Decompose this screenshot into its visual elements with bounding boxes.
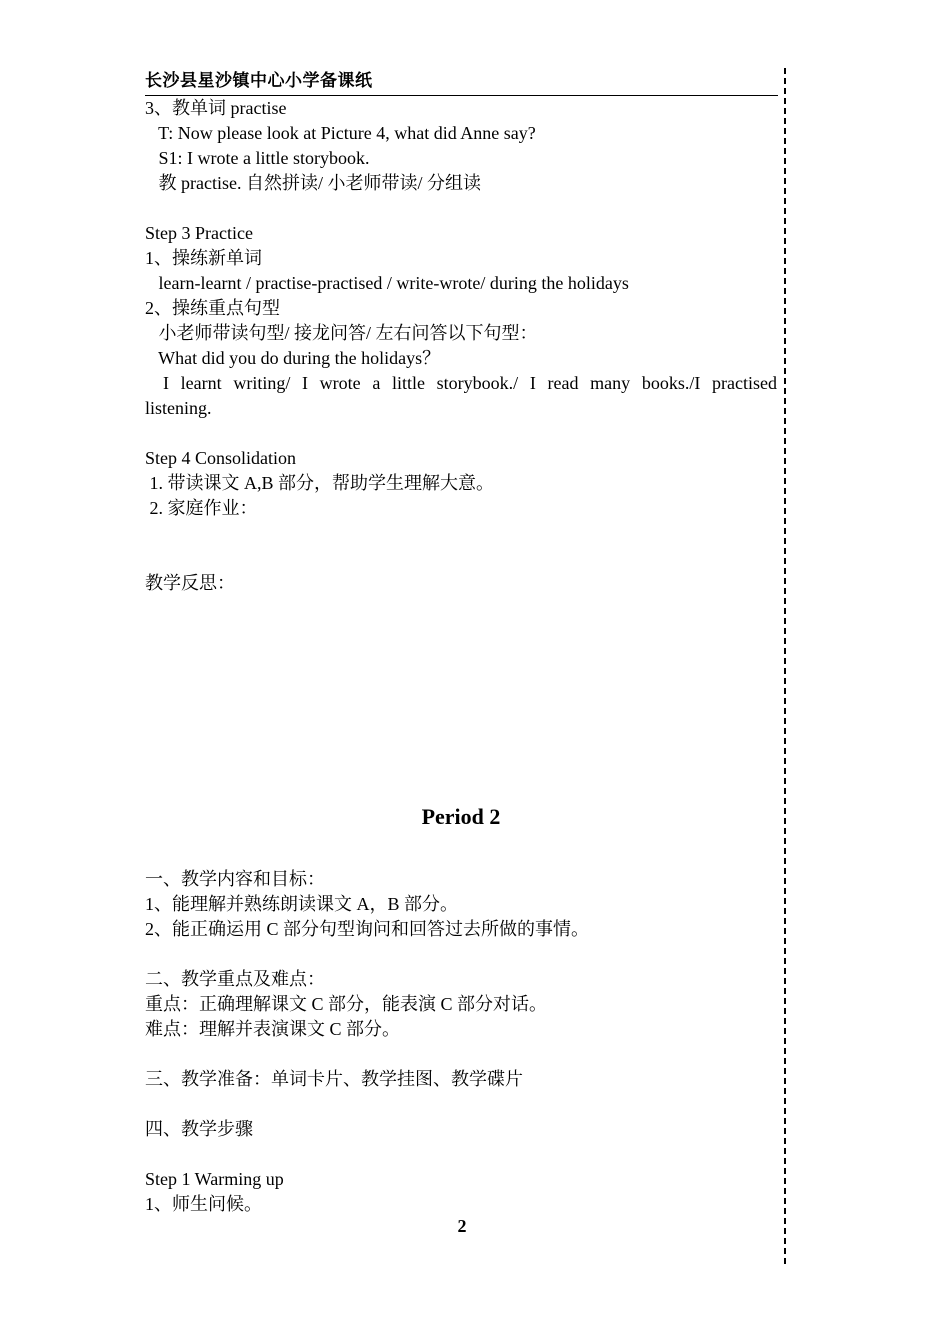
- period-title: Period 2: [421, 804, 501, 829]
- blank-line: [145, 1092, 777, 1117]
- section-heading: 三、教学准备：单词卡片、教学挂图、教学碟片: [145, 1069, 523, 1089]
- blank-line: [145, 1042, 777, 1067]
- text-line: 2. 家庭作业：: [145, 498, 258, 518]
- blank-line: [145, 521, 777, 546]
- text-line: 重点：正确理解课文 C 部分，能表演 C 部分对话。: [145, 994, 548, 1014]
- section-heading: 一、教学内容和目标：: [145, 869, 325, 889]
- text-line: T: Now please look at Picture 4, what did Anne say?: [145, 123, 536, 143]
- text-line: 2、能正确运用 C 部分句型询问和回答过去所做的事情。: [145, 919, 590, 939]
- section-heading: 二、教学重点及难点：: [145, 969, 325, 989]
- text-line: 1、操练新单词: [145, 248, 262, 268]
- section-heading: 四、教学步骤: [145, 1119, 253, 1139]
- step-heading: Step 3 Practice: [145, 223, 253, 243]
- blank-line: [145, 196, 777, 221]
- text-line: 1、能理解并熟练朗读课文 A，B 部分。: [145, 894, 459, 914]
- blank-line: [145, 1142, 777, 1167]
- blank-line: [145, 421, 777, 446]
- reflection-label: 教学反思：: [145, 573, 235, 593]
- text-line: 3、教单词 practise: [145, 98, 287, 118]
- blank-line: [145, 942, 777, 967]
- text-line: 难点：理解并表演课文 C 部分。: [145, 1019, 401, 1039]
- blank-line: [145, 546, 777, 571]
- lesson-section-2: [145, 867, 777, 1217]
- text-line: 1、师生问候。: [145, 1194, 262, 1214]
- text-line: 2、操练重点句型: [145, 298, 280, 318]
- page-number: 2: [457, 1216, 467, 1236]
- continuation-line: listening.: [145, 398, 212, 418]
- header-title: 长沙县星沙镇中心小学备课纸: [145, 71, 373, 91]
- lesson-section-1: [145, 96, 777, 596]
- text-line: What did you do during the holidays？: [145, 348, 441, 368]
- text-line: S1: I wrote a little storybook.: [145, 148, 370, 168]
- text-line: 小老师带读句型/ 接龙问答/ 左右问答以下句型：: [145, 323, 538, 343]
- text-line: 1. 带读课文 A,B 部分，帮助学生理解大意。: [145, 473, 495, 493]
- step-heading: Step 4 Consolidation: [145, 448, 297, 468]
- step-heading: Step 1 Warming up: [145, 1169, 284, 1189]
- text-line: learn-learnt / practise-practised / write-wrote/ during the holidays: [145, 273, 629, 293]
- text-line: 教 practise. 自然拼读/ 小老师带读/ 分组读: [145, 173, 481, 193]
- justified-line: I learnt writing/ I wrote a little storybook./ I read many books./I practised: [163, 373, 777, 393]
- binding-margin-line: [784, 68, 786, 1264]
